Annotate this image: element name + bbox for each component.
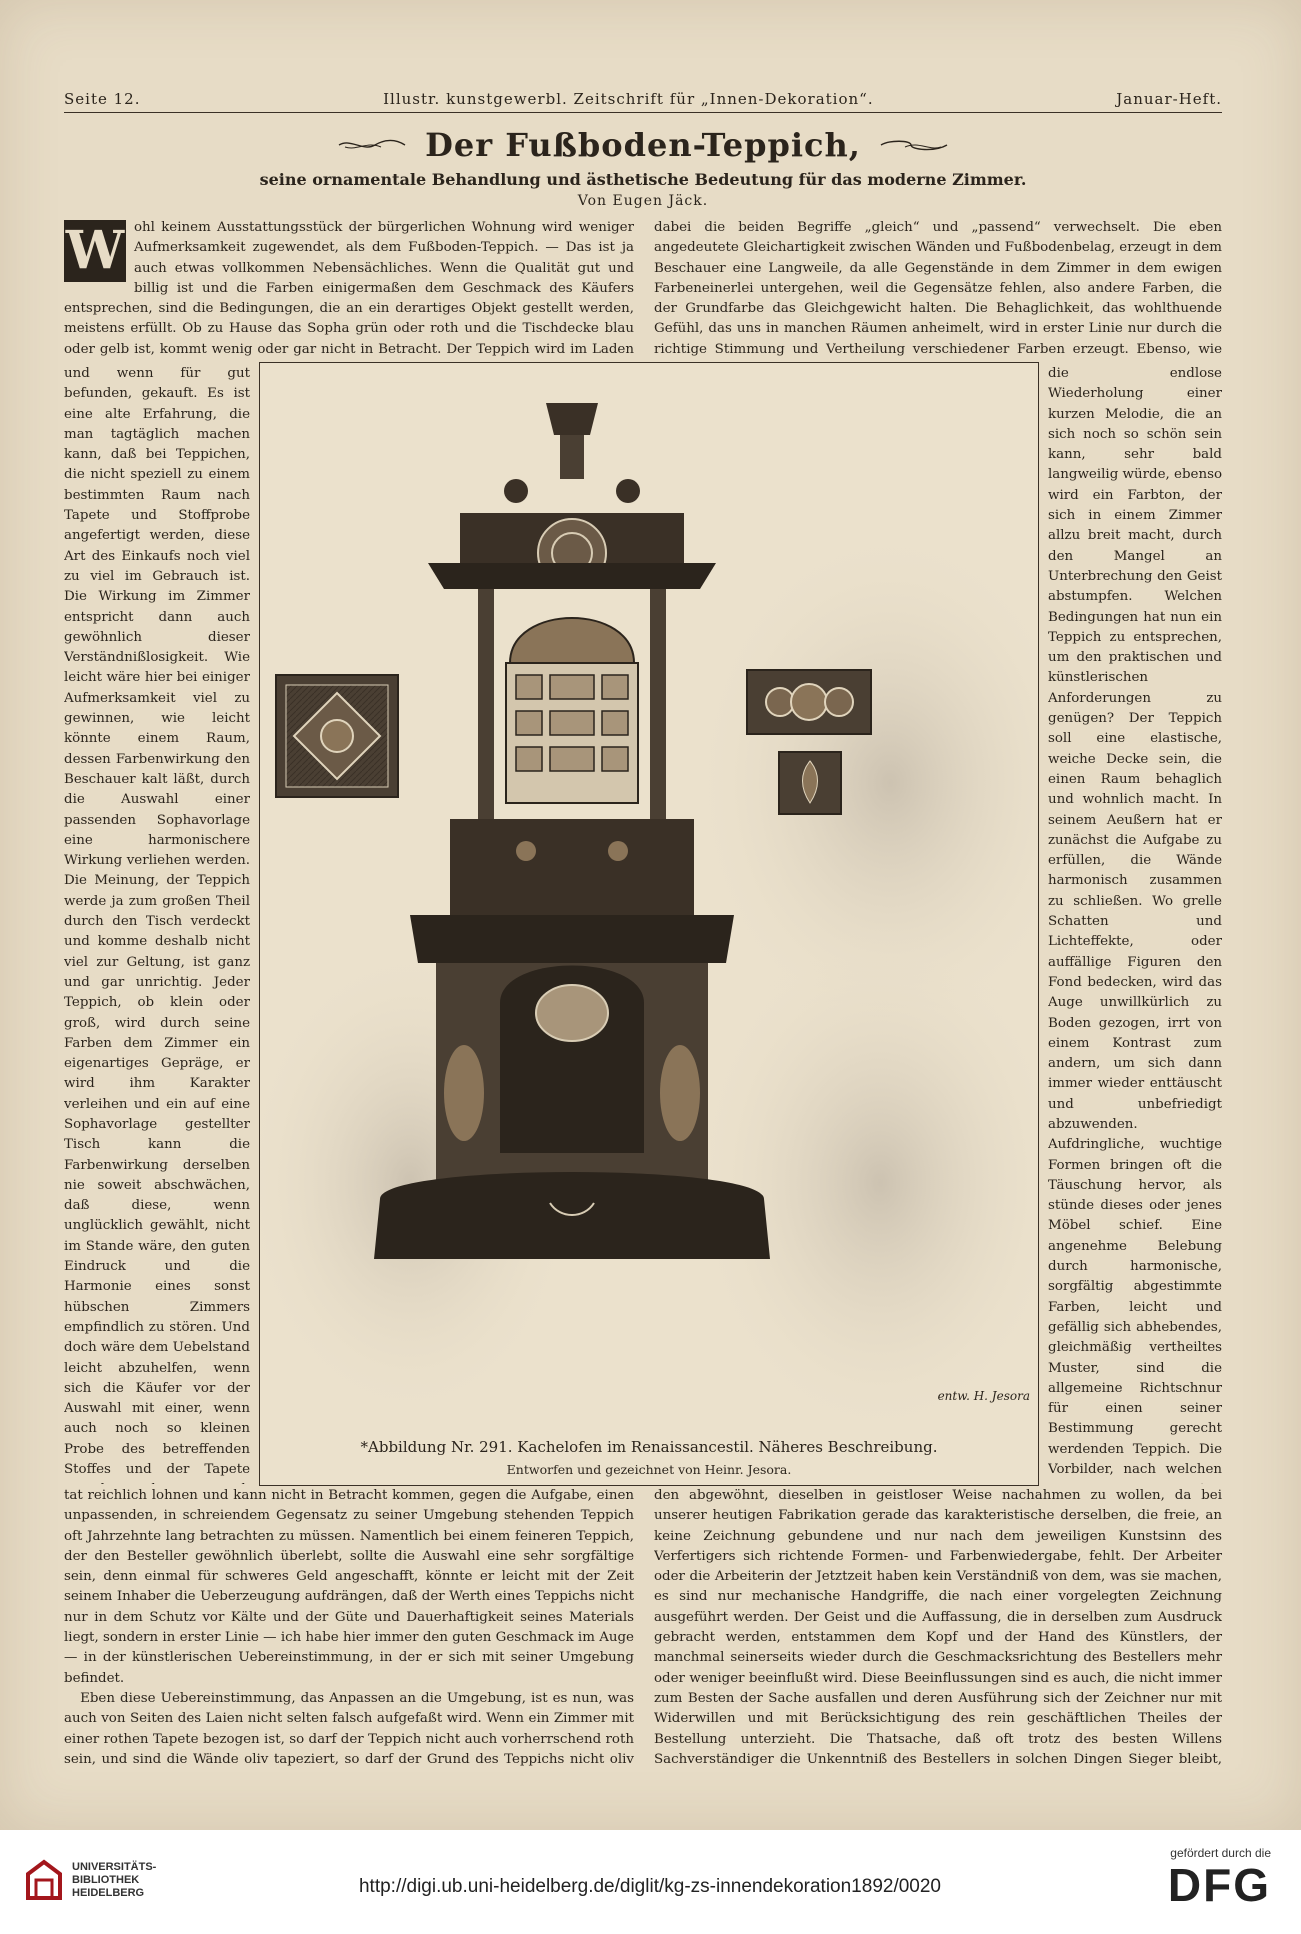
artist-signature: entw. H. Jesora: [937, 1389, 1030, 1403]
library-name-line: HEIDELBERG: [72, 1886, 145, 1899]
caption-credit: Entworfen und gezeichnet von Heinr. Jesora.: [506, 1462, 792, 1477]
wall-tile-right-wide: [747, 670, 871, 734]
viewer-footer: [0, 1830, 1301, 1934]
column-left-narrow: [64, 364, 250, 1484]
column-top-left: [64, 218, 634, 363]
paragraph: ohl keinem Ausstattungsstück der bürgerlichen Wohnung wird weniger Aufmerksamkeit zugewendet, als dem Fußboden-Teppich. — Das ist ja auch etwas vollkommen Nebensächliches. Wenn die Qualität gut und billig ist und die Farben einigermaßen dem Geschmack des Käufers entsprechen, sind die Bedingungen, die an ein derartiges Objekt gestellt werden, meistens erfüllt. Ob zu Hause das Sopha grün oder roth und die Tischdecke blau oder gelb ist, kommt wenig oder gar nicht in Betracht. Der Teppich wird im Laden: [64, 220, 634, 357]
funder-logo[interactable]: [1168, 1846, 1271, 1910]
permalink-url[interactable]: http://digi.ub.uni-heidelberg.de/diglit/kg-zs-innendekoration1892/0020: [358, 1876, 941, 1897]
paragraph: dabei die beiden Begriffe „gleich“ und „passend“ verwechselt. Die eben angedeutete Gleichartigkeit zwischen Wänden und Fußbodenbelag, erzeugt in dem Beschauer eine Langweile, da alle Gegenstände in dem Zimmer in dem ewigen Farbeneinerlei untergehen, weil die Gegensätze fehlen, also andere Farben, die der Grundfarbe das Gleichgewicht halten. Die Behaglichkeit, das wohlthuende Gefühl, das uns in manchen Räumen anheimelt, wird in erster Linie nur durch die richtige Stimmung und Vertheilung verschiedener Farben erzeugt. Ebenso, wie: [654, 220, 1222, 357]
byline: Von Eugen Jäck.: [577, 193, 709, 209]
library-name-line: BIBLIOTHEK: [72, 1873, 140, 1886]
library-name: [72, 1861, 156, 1900]
library-name-line: UNIVERSITÄTS-: [72, 1860, 157, 1873]
paragraph: und wenn für gut befunden, gekauft. Es ist eine alte Erfahrung, die man tagtäglich machen kann, daß bei Teppichen, die nicht speziell zu einem bestimmten Raum nach Tapete und Stoffprobe angefertigt werden, diese Art des Einkaufs noch viel zu viel im Gebrauch ist. Die Wirkung im Zimmer entspricht dann auch gewöhnlich dieser Verständnißlosigkeit. Wie leicht wäre hier bei einiger Aufmerksamkeit viel zu gewinnen, wie leicht könnte einem Raum, dessen Farbenwirkung den Beschauer kalt läßt, durch die Auswahl einer passenden Sophavorlage eine harmonischere Wirkung verliehen werden. Die Meinung, der Teppich werde ja zum großen Theil durch den Tisch verdeckt und komme deshalb nicht viel zur Geltung, ist ganz und gar unrichtig. Jeder Teppich, ob klein oder groß, wird durch seine Farben dem Zimmer ein eigenartiges Gepräge, er wird ihm Karakter verleihen und ein auf eine Sophavorlage gestellter Tisch kann die Farbenwirkung derselben nie soweit abschwächen, daß diese, wenn unglücklich gewählt, nicht im Stande wäre, den guten Eindruck und die Harmonie eines sonst hübschen Zimmers empfindlich zu stören. Und doch wäre dem Uebelstand leicht abzuhelfen, wenn sich die Käufer vor der Auswahl mit einer, wenn auch noch so kleinen Probe des betreffenden Stoffes und der Tapete: [64, 366, 250, 1478]
paragraph: den abgewöhnt, dieselben in geistloser Weise nachahmen zu wollen, da bei unserer heutigen Fabrikation gerade das karakteristische derselben, die freie, an keine Zeichnung gebundene und nur nach dem jeweiligen Kunstsinn des Verfertigers sich richtende Formen- und Farbenwiedergabe, fehlt. Der Arbeiter oder die Arbeiterin der Jetztzeit haben kein Verständniß von dem, was sie machen, es sind nur mechanische Handgriffe, die nach einer vorgelegten Zeichnung ausgeführt werden. Der Geist und die Auffassung, die in derselben zum Ausdruck gebracht werden, entstammen dem Kopf und der Hand des Künstlers, der manchmal seinerseits wieder durch die Geschmacksrichtung des Bestellers mehr oder weniger beeinflußt wird. Diese Beeinflussungen sind es auch, die nicht immer zum Besten der Sache ausfallen und deren Ausführung sich der Zeichner nur mit Widerwillen und mit Berücksichtigung des rein geschäftlichen Theiles der Bestellung unterzieht. Die Thatsache, daß oft trotz des besten Willens Sachverständiger die Unkenntniß des Bestellers in solchen Dingen Sieger bleibt,: [654, 1488, 1222, 1767]
column-top-right: [654, 218, 1222, 363]
running-head: [64, 82, 1222, 113]
article-subtitle: seine ornamentale Behandlung und ästhetische Bedeutung für das moderne Zimmer.: [259, 170, 1027, 189]
right-flourish-icon: [879, 137, 949, 153]
funding-note: gefördert durch die: [1170, 1846, 1271, 1860]
figure-stove-illustration: [259, 362, 1039, 1486]
stove-drawing: [260, 363, 1038, 1485]
page-content: [64, 82, 1222, 1772]
issue-label: Januar-Heft.: [1116, 90, 1222, 108]
journal-title: Illustr. kunstgewerbl. Zeitschrift für „Innen-Dekoration“.: [383, 90, 874, 108]
column-bottom-left: [64, 1486, 634, 1772]
paragraph: Eben diese Uebereinstimmung, das Anpassen an die Umgebung, ist es nun, was auch von Seiten des Laien nicht selten falsch aufgefaßt wird. Wenn ein Zimmer mit einer rothen Tapete bezogen ist, so darf der Teppich nicht auch vorherrschend roth sein, und sind die Wände oliv tapeziert, so darf der Grund des Teppichs nicht oliv: [64, 1690, 634, 1767]
column-bottom-right: [654, 1486, 1222, 1772]
wall-tile-left: [276, 675, 398, 797]
paragraph: die endlose Wiederholung einer kurzen Melodie, die an sich noch so schön sein kann, sehr bald langweilig würde, ebenso wird ein Farbton, der sich in einem Zimmer allzu breit macht, durch den Mangel an Unterbrechung den Geist abstumpfen. Welchen Bedingungen hat nun ein Teppich zu entsprechen, um den praktischen und künstlerischen Anforderungen zu genügen? Der Teppich soll eine elastische, weiche Decke sein, die einen Raum behaglich und wohnlich macht. In seinem Aeußern hat er zunächst die Aufgabe zu erfüllen, die Wände harmonisch zusammen zu schließen. Wo grelle Schatten und Lichteffekte, oder auffällige Figuren den Fond bedecken, wird das Auge unwillkürlich zu Boden gezogen, irrt von einem Kontrast zum andern, um sich dann immer wieder enttäuscht und unbefriedigt abzuwenden. Aufdringliche, wuchtige Formen bringen oft die Täuschung hervor, als stünde dieses oder jenes Möbel schief. Eine angenehme Belebung durch harmonische, sorgfältig abgestimmte Farben, leicht und gefällig sich abhebendes, gleichmäßig vertheiltes Muster, sind die allgemeine Richtschnur für einen seiner Bestimmung gerecht werdenden Teppich. Die Vorbilder, nach welchen: [1048, 366, 1222, 1478]
wall-tile-right-small: [779, 752, 841, 814]
library-emblem-icon: [24, 1858, 64, 1902]
figure-caption: [260, 1438, 1038, 1477]
column-right-narrow: [1048, 364, 1222, 1484]
left-flourish-icon: [337, 137, 407, 153]
caption-title: *Abbildung Nr. 291. Kachelofen im Renaissancestil. Näheres Beschreibung.: [360, 1438, 938, 1456]
drop-cap: W: [65, 220, 125, 281]
paragraph: tat reichlich lohnen und kann nicht in Betracht kommen, gegen die Aufgabe, einen unpassenden, in schreiendem Gegensatz zu seiner Umgebung stehenden Teppich oft Jahrzehnte lang betrachten zu müssen. Namentlich bei einem feineren Teppich, der den Besteller gewöhnlich überlebt, sollte die Auswahl eine sehr sorgfältige sein, denn einmal für schweres Geld angeschafft, könnte er leicht mit der Zeit seinem Inhaber die Ueberzeugung aufdrängen, daß der Werth eines Teppichs nicht nur in dem Schutz vor Kälte und der Güte und Dauerhaftigkeit seines Materials liegt, sondern in erster Linie — ich habe hier immer den guten Geschmack im Auge — in der künstlerischen Uebereinstimmung, in der er sich mit seiner Umgebung befindet.: [64, 1488, 634, 1686]
title-block: [64, 126, 1222, 209]
page-number: Seite 12.: [64, 90, 141, 108]
article-title: Der Fußboden-Teppich,: [425, 126, 861, 164]
library-logo[interactable]: [24, 1858, 156, 1902]
funder-name: DFG: [1167, 1859, 1271, 1911]
